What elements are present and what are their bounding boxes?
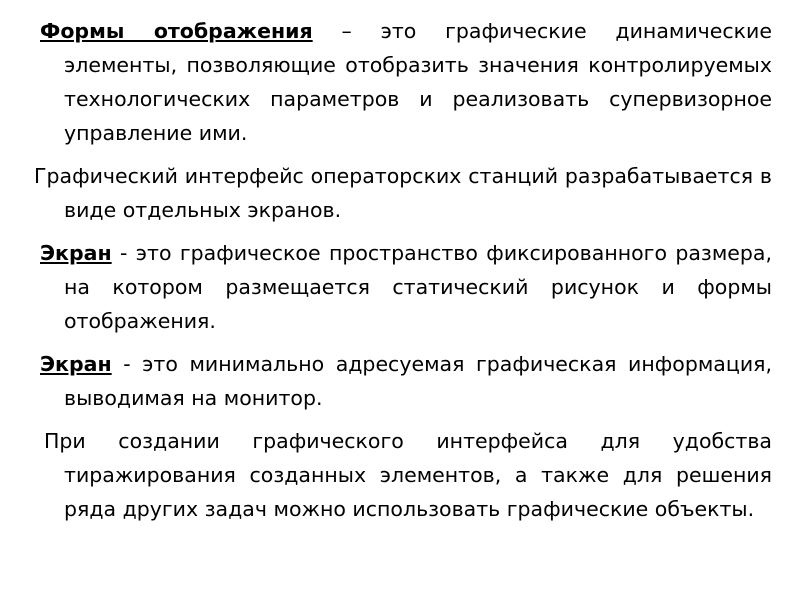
paragraph-text: При создании графического интерфейса для удобства тиражирования созданных элементов, а также для решения ряда других задач можно использовать графические объекты. [44,429,772,521]
term-display-forms: Формы отображения [40,19,313,43]
paragraph-text: - это минимально адресуемая графическая информация, выводимая на монитор. [64,352,772,410]
paragraph-display-forms [34,14,772,150]
paragraph-text: – это графические динамические элементы, позволяющие отобразить значения контролируемых технологических параметров и реализовать супервизорное управление ими. [64,19,772,145]
paragraph-graphic-interface [34,159,772,227]
paragraph-screen-definition-1 [34,236,772,338]
paragraph-screen-definition-2 [34,347,772,415]
term-screen: Экран [40,241,112,265]
paragraph-text: Графический интерфейс операторских станций разрабатывается в виде отдельных экранов. [34,164,772,222]
term-screen: Экран [40,352,112,376]
paragraph-text: - это графическое пространство фиксированного размера, на котором размещается статический рисунок и формы отображения. [64,241,772,333]
paragraph-graphic-objects [34,424,772,526]
